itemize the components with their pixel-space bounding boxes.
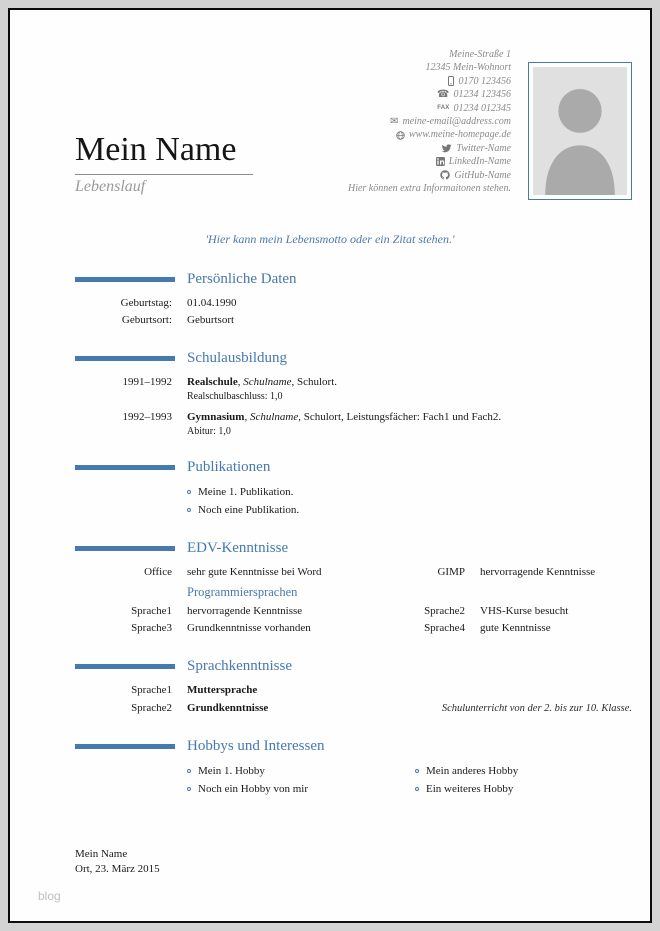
section-bar <box>75 744 175 749</box>
section-title: Persönliche Daten <box>187 271 297 287</box>
contact-github-text: GitHub-Name <box>454 169 511 181</box>
skill-label: Sprache2 <box>424 605 465 617</box>
section-title: Publikationen <box>187 459 271 475</box>
cv-header <box>10 10 650 225</box>
profile-photo-placeholder <box>528 62 632 200</box>
person-name: Mein Name <box>75 131 237 168</box>
contact-homepage-text: www.meine-homepage.de <box>408 129 511 141</box>
language-rows <box>75 682 632 717</box>
contact-twitter-text: Twitter-Name <box>456 142 511 154</box>
hobby-text: Mein anderes Hobby <box>426 765 519 777</box>
linkedin-icon <box>436 157 445 166</box>
edv-rows <box>75 564 632 637</box>
row-school-line <box>187 374 632 390</box>
personal-rows <box>75 295 632 329</box>
degree-note: Abitur: 1,0 <box>187 426 231 437</box>
section-education-header <box>75 350 632 367</box>
language-note <box>362 682 632 700</box>
homepage-icon <box>396 131 405 140</box>
signature-block <box>75 847 160 877</box>
section-bar <box>75 277 175 282</box>
row-value: 01.04.1990 <box>187 297 237 309</box>
hobby-rows <box>75 762 632 798</box>
section-bar <box>75 356 175 361</box>
publication-text: Noch eine Publikation. <box>198 504 300 516</box>
section-title: Schulausbildung <box>187 350 287 366</box>
contact-mobile <box>348 75 511 88</box>
contact-block <box>348 48 511 195</box>
row-years: 1991–1992 <box>122 376 172 388</box>
school-tail: , Schulort. <box>291 376 338 388</box>
language-level: Grundkenntnisse <box>187 701 269 714</box>
language-row <box>75 700 632 718</box>
section-languages <box>75 658 632 717</box>
language-label: Sprache2 <box>131 701 172 714</box>
language-note: Schulunterricht von der 2. bis zur 10. Klasse. <box>441 702 632 714</box>
edv-row <box>75 564 632 581</box>
degree-note: Realschulbaschluss: 1,0 <box>187 391 283 402</box>
edv-subheading: Programmiersprachen <box>187 585 298 599</box>
contact-linkedin <box>348 155 511 168</box>
contact-address2-text: 12345 Mein-Wohnort <box>425 62 511 74</box>
hobby-row <box>75 780 632 798</box>
hobby-item <box>415 762 632 780</box>
row-years: 1992–1993 <box>122 411 172 423</box>
cv-subtitle: Lebenslauf <box>75 177 146 195</box>
row-value: Geburtsort <box>187 314 235 326</box>
school-institution: Schulname <box>243 376 292 388</box>
person-silhouette-icon <box>533 67 627 195</box>
contact-linkedin-text: LinkedIn-Name <box>448 156 511 168</box>
edv-row <box>75 603 632 620</box>
contact-address-line1 <box>348 48 511 61</box>
section-bar <box>75 465 175 470</box>
contact-extra-text: Hier können extra Informaitonen stehen. <box>347 182 511 194</box>
hobby-item <box>415 780 632 798</box>
twitter-icon <box>442 144 452 153</box>
education-note-row <box>75 390 632 403</box>
hobby-row <box>75 762 632 780</box>
contact-fax <box>348 102 511 115</box>
skill-value: VHS-Kurse besucht <box>480 605 569 617</box>
skill-value: gute Kenntnisse <box>480 622 551 634</box>
publication-list <box>75 483 632 519</box>
contact-address1-text: Meine-Straße 1 <box>449 49 511 60</box>
contact-email <box>348 115 511 128</box>
section-title: EDV-Kenntnisse <box>187 540 289 556</box>
mobile-phone-icon <box>447 76 455 86</box>
hobby-item <box>187 762 400 780</box>
contact-phone-text: 01234 123456 <box>453 89 511 101</box>
skill-label: Office <box>144 566 172 578</box>
education-row <box>75 374 632 390</box>
skill-label: Sprache3 <box>131 622 172 634</box>
section-bar <box>75 664 175 669</box>
row-label: Geburtsort: <box>121 314 172 326</box>
language-level: Muttersprache <box>187 684 258 696</box>
language-label: Sprache1 <box>131 684 172 696</box>
hobby-text: Ein weiteres Hobby <box>426 783 514 795</box>
contact-homepage <box>348 128 511 141</box>
section-publications <box>75 459 632 519</box>
section-title: Hobbys und Interessen <box>187 738 325 754</box>
section-edv-header <box>75 540 632 557</box>
school-tail: , Schulort, Leistungsfächer: Fach1 und Fach2. <box>298 411 502 423</box>
name-divider <box>75 174 253 175</box>
name-block <box>75 132 253 196</box>
contact-phone <box>348 88 511 101</box>
cv-page <box>8 8 652 923</box>
github-icon <box>440 170 450 180</box>
watermark: blog <box>38 889 61 903</box>
skill-label: Sprache4 <box>424 622 465 634</box>
contact-mobile-text: 0170 123456 <box>458 75 511 87</box>
fax-icon: FAX <box>437 105 450 112</box>
edv-row <box>75 620 632 637</box>
section-hobbies <box>75 738 632 798</box>
circle-bullet-icon <box>187 508 191 512</box>
education-note-row <box>75 425 632 438</box>
contact-github <box>348 169 511 182</box>
row-school-line <box>187 409 632 425</box>
personal-row <box>75 312 632 329</box>
circle-bullet-icon <box>187 490 191 494</box>
skill-label: Sprache1 <box>131 605 172 617</box>
signature-place-date: Ort, 23. März 2015 <box>75 863 160 875</box>
section-personal <box>75 271 632 329</box>
section-personal-header <box>75 271 632 288</box>
separator: , <box>244 411 250 423</box>
skill-value: hervorragende Kenntnisse <box>187 605 303 617</box>
section-languages-header <box>75 658 632 675</box>
contact-twitter <box>348 142 511 155</box>
school-institution: Schulname <box>249 411 299 423</box>
skill-value: Grundkenntnisse vorhanden <box>187 622 311 634</box>
education-row <box>75 409 632 425</box>
contact-address-line2 <box>348 61 511 74</box>
education-rows <box>75 374 632 438</box>
section-publications-header <box>75 459 632 476</box>
publication-item <box>187 483 632 501</box>
contact-email-text: meine-email@address.com <box>402 115 511 127</box>
section-title: Sprachkenntnisse <box>187 658 292 674</box>
publication-item <box>187 501 632 519</box>
phone-icon: ☎ <box>437 88 450 100</box>
skill-label: GIMP <box>437 566 465 578</box>
skill-value: hervorragende Kenntnisse <box>480 566 596 578</box>
email-icon: ✉ <box>390 115 399 127</box>
contact-fax-text: 01234 012345 <box>453 102 511 114</box>
circle-bullet-icon <box>187 769 191 773</box>
hobby-text: Noch ein Hobby von mir <box>198 783 308 795</box>
school-name-bold: Gymnasium <box>187 411 245 423</box>
circle-bullet-icon <box>415 787 419 791</box>
section-bar <box>75 546 175 551</box>
school-name-bold: Realschule <box>187 376 238 388</box>
circle-bullet-icon <box>415 769 419 773</box>
circle-bullet-icon <box>187 787 191 791</box>
separator: , <box>237 376 244 388</box>
language-row <box>75 682 632 700</box>
section-hobbies-header <box>75 738 632 755</box>
signature-name: Mein Name <box>75 848 128 860</box>
section-education <box>75 350 632 438</box>
skill-value: sehr gute Kenntnisse bei Word <box>187 566 322 578</box>
publication-text: Meine 1. Publikation. <box>198 486 294 498</box>
hobby-text: Mein 1. Hobby <box>198 765 265 777</box>
contact-extra-info <box>348 182 511 195</box>
section-edv <box>75 540 632 637</box>
row-label: Geburtstag: <box>120 297 172 309</box>
hobby-item <box>187 780 400 798</box>
personal-row <box>75 295 632 312</box>
motto-quote: 'Hier kann mein Lebensmotto oder ein Zitat stehen.' <box>205 232 455 246</box>
